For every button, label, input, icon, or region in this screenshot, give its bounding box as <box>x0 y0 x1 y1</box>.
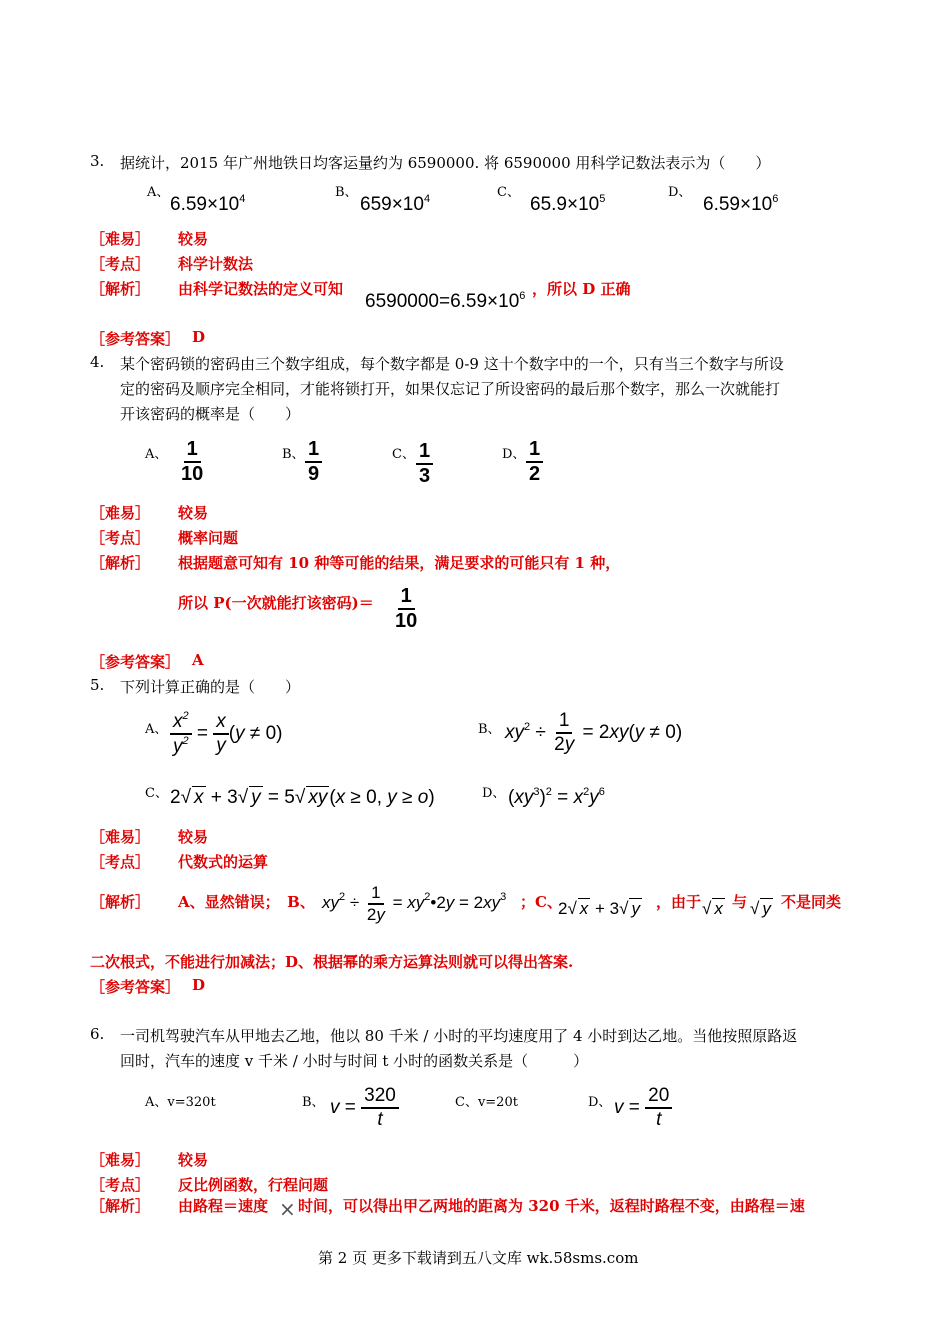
q5-analysis-e: 与 <box>732 893 748 911</box>
q5-option-a-formula: $\frac{x^2}{y^2}$ = $\frac{x}{y}$ (y ≠ 0) <box>170 710 283 758</box>
q6-option-b-formula: v = $\frac{320}{t}$ <box>330 1085 399 1131</box>
q4-option-d-label: D、 <box>502 447 526 462</box>
q6-point-label: ［考点］ <box>90 1176 151 1194</box>
q4-stem-line-2: 定的密码及顺序完全相同，才能将锁打开，如果仅忘记了所设密码的最后那个数字，那么一次就能打 <box>120 380 781 398</box>
q5-analysis-sqrt-y: √ y <box>750 899 771 918</box>
q4-analysis-fraction: $\frac{1}{10}$ <box>395 585 418 632</box>
q5-analysis-b-formula: $xy^2$ ÷ $\frac{1}{2y}$ = $xy^2•2y = 2xy^3$ <box>322 883 507 924</box>
q4-point-label: ［考点］ <box>90 529 151 547</box>
q4-difficulty: 较易 <box>178 504 209 522</box>
q6-option-a: A、v=320t <box>145 1095 216 1110</box>
q3-analysis-text: 由科学记数法的定义可知 <box>178 280 344 298</box>
q4-option-a-fraction: $\frac{1}{10}$ <box>181 438 204 485</box>
q5-point: 代数式的运算 <box>178 853 269 871</box>
q3-option-d: $6.59\times 10^6$ <box>703 193 779 215</box>
q4-analysis-label: ［解析］ <box>90 554 151 572</box>
q3-option-a: $6.59\times 10^4$ <box>170 193 246 215</box>
q5-difficulty-label: ［难易］ <box>90 828 151 846</box>
q3-option-d-label: D、 <box>668 185 692 200</box>
q3-option-b: $659\times 10^4$ <box>360 193 431 215</box>
q5-option-a-label: A、 <box>145 722 168 737</box>
q3-point-label: ［考点］ <box>90 255 151 273</box>
q6-point: 反比例函数，行程问题 <box>178 1176 329 1194</box>
q6-option-c: C、v=20t <box>455 1095 518 1110</box>
q5-analysis-line-2: 二次根式，不能进行加减法；D、根据幂的乘方运算法则就可以得出答案. <box>90 953 574 971</box>
q5-option-c-label: C、 <box>145 786 168 801</box>
q4-answer-label: ［参考答案］ <box>90 653 181 671</box>
q6-difficulty-label: ［难易］ <box>90 1151 151 1169</box>
q6-analysis-times-symbol: × <box>279 1197 296 1221</box>
q4-option-c-label: C、 <box>392 447 415 462</box>
q5-analysis-label: ［解析］ <box>90 893 151 911</box>
q5-analysis-c-formula: 2√ x + 3√ y <box>558 899 640 918</box>
q6-number: 6. <box>90 1025 105 1043</box>
q5-analysis-d: ，由于 <box>656 893 702 911</box>
q3-analysis-conclusion: ，所以 D 正确 <box>532 280 631 298</box>
q4-option-b-label: B、 <box>282 447 305 462</box>
q4-point: 概率问题 <box>178 529 239 547</box>
q6-analysis-a: 由路程＝速度 <box>178 1197 269 1215</box>
q5-analysis-a: A、显然错误； B、 <box>178 893 315 911</box>
q6-option-d-label: D、 <box>588 1095 612 1110</box>
q3-option-c: $65.9\times 10^5$ <box>530 193 606 215</box>
q6-stem-line-2: 回时，汽车的速度 v 千米 / 小时与时间 t 小时的函数关系是（ ） <box>120 1052 589 1070</box>
q6-analysis-b: 时间，可以得出甲乙两地的距离为 320 千米，返程时路程不变，由路程＝速 <box>298 1197 805 1215</box>
q5-option-b-formula: $xy^2$ ÷ $\frac{1}{2y}$ = 2xy(y ≠ 0) <box>505 710 683 755</box>
q4-analysis-line-1: 根据题意可知有 10 种等可能的结果，满足要求的可能只有 1 种， <box>178 554 621 572</box>
q4-stem-line-3: 开该密码的概率是（ ） <box>120 405 301 423</box>
q5-option-d-label: D、 <box>482 786 506 801</box>
q4-option-c-fraction: $\frac{1}{3}$ <box>416 440 433 488</box>
q4-option-a-label: A、 <box>145 447 168 462</box>
q5-analysis-sqrt-x: √ x <box>702 899 723 918</box>
q6-option-d-formula: v = $\frac{20}{t}$ <box>614 1085 672 1131</box>
q3-option-a-label: A、 <box>147 185 170 200</box>
q4-difficulty-label: ［难易］ <box>90 504 151 522</box>
q4-analysis-line-2: 所以 P(一次就能打该密码)＝ <box>178 594 374 612</box>
q6-stem-line-1: 一司机驾驶汽车从甲地去乙地，他以 80 千米 / 小时的平均速度用了 4 小时到达乙地。当他按照原路返 <box>120 1027 798 1045</box>
q5-analysis-c: ；C、 <box>520 893 562 911</box>
q5-option-b-label: B、 <box>478 722 501 737</box>
q5-answer-label: ［参考答案］ <box>90 978 181 996</box>
q4-option-b-fraction: $\frac{1}{9}$ <box>305 438 322 486</box>
q4-number: 4. <box>90 353 105 371</box>
q6-option-b-label: B、 <box>302 1095 325 1110</box>
q6-difficulty: 较易 <box>178 1151 209 1169</box>
q5-point-label: ［考点］ <box>90 853 151 871</box>
q3-option-b-label: B、 <box>335 185 358 200</box>
q5-analysis-f: 不是同类 <box>781 893 842 911</box>
q3-difficulty-label: ［难易］ <box>90 230 151 248</box>
q3-stem: 据统计，2015 年广州地铁日均客运量约为 6590000. 将 6590000 用科学记数法表示为（ ） <box>120 154 771 172</box>
q3-answer: D <box>192 328 206 346</box>
q3-point: 科学计数法 <box>178 255 254 273</box>
page-footer: 第 2 页 更多下载请到五八文库 wk.58sms.com <box>318 1249 639 1267</box>
q3-number: 3. <box>90 152 105 170</box>
q6-analysis-label: ［解析］ <box>90 1197 151 1215</box>
q4-stem-line-1: 某个密码锁的密码由三个数字组成，每个数字都是 0-9 这十个数字中的一个，只有当三个数字与所设 <box>120 355 784 373</box>
q5-option-c-formula: 2√ x + 3√ y = 5√ xy (x ≥ 0, y ≥ o) <box>170 787 435 808</box>
q3-option-c-label: C、 <box>497 185 520 200</box>
q4-option-d-fraction: $\frac{1}{2}$ <box>526 438 543 486</box>
q5-option-d-formula: $(xy^3)^2 = x^2y^6$ <box>508 786 605 808</box>
q5-stem: 下列计算正确的是（ ） <box>120 678 301 696</box>
q5-number: 5. <box>90 676 105 694</box>
q4-answer: A <box>192 651 204 669</box>
q3-answer-label: ［参考答案］ <box>90 330 181 348</box>
q5-answer: D <box>192 976 206 994</box>
q3-analysis-label: ［解析］ <box>90 280 151 298</box>
q5-difficulty: 较易 <box>178 828 209 846</box>
q3-difficulty: 较易 <box>178 230 209 248</box>
q3-analysis-formula: $6590000=6.59\times 10^6$ <box>365 290 526 312</box>
